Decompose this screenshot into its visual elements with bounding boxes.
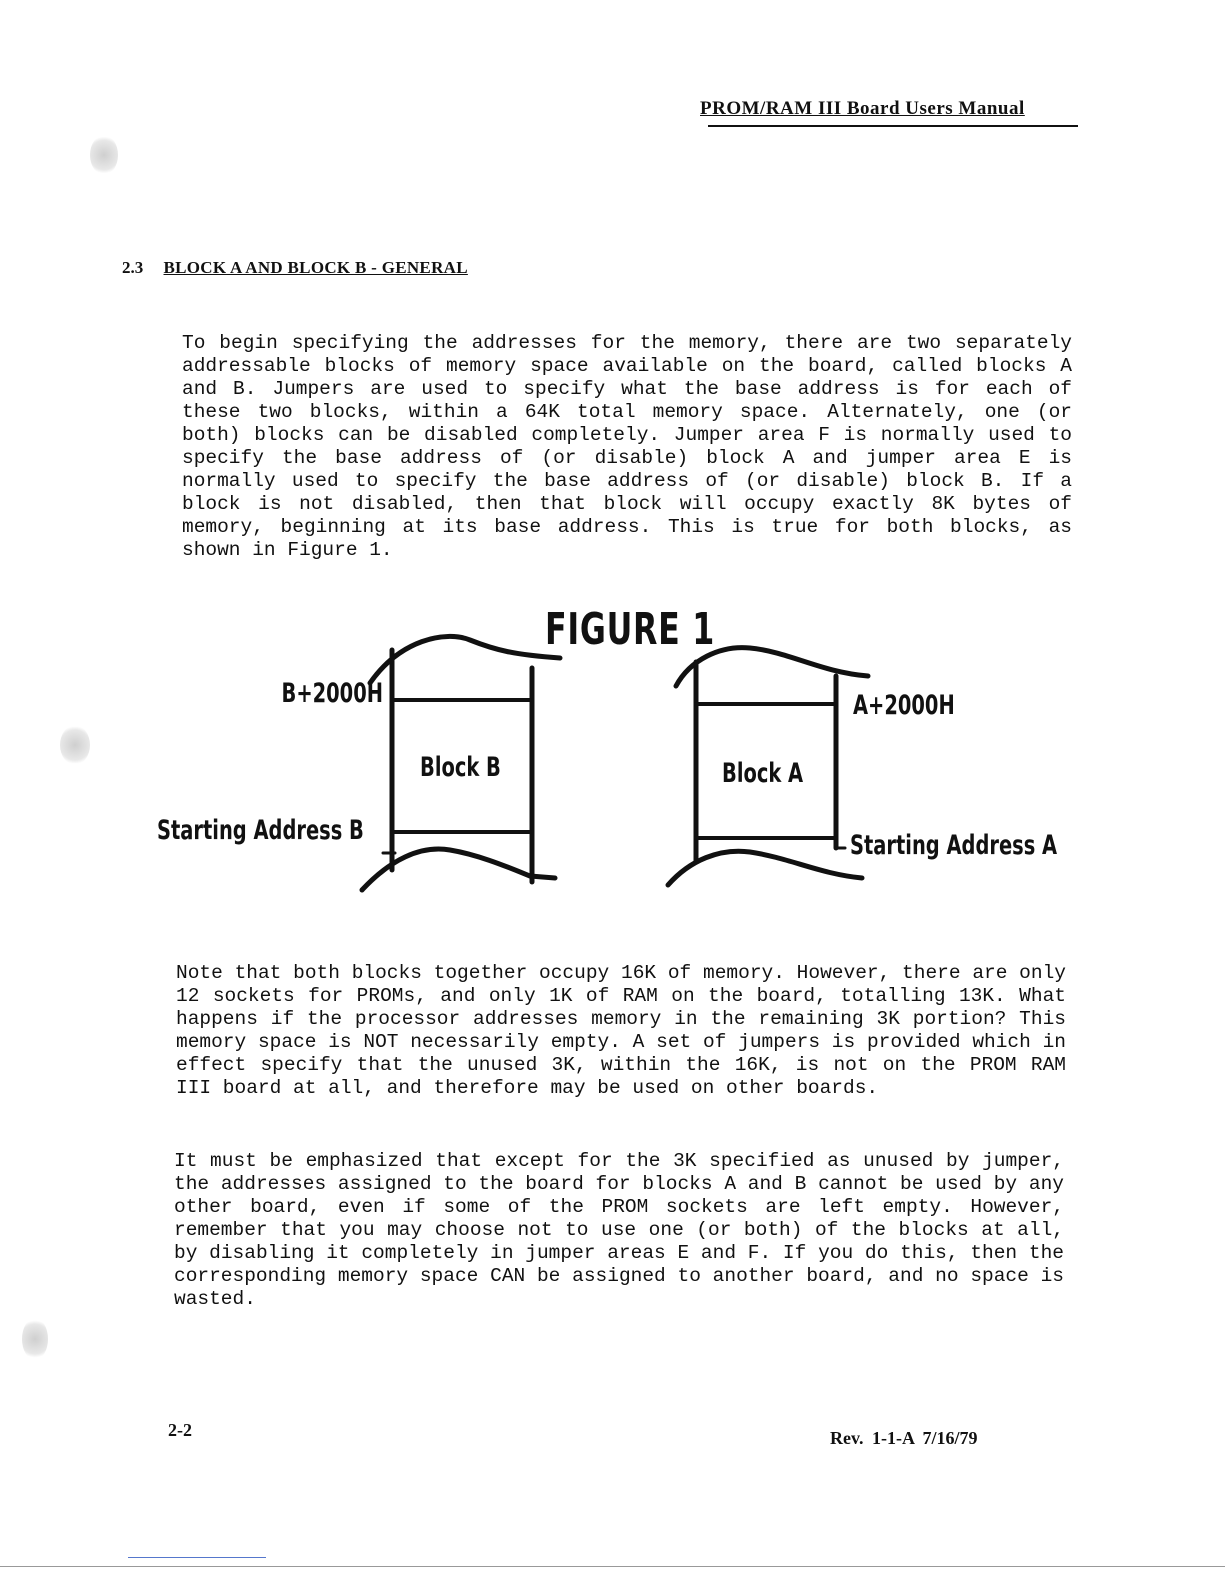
- block-a-label: Block A: [722, 758, 804, 789]
- paragraph-block-addressing: To begin specifying the addresses for the memory, there are two separately addressable blocks of memory space available on the board, called blocks A and B. Jumpers are used to specify what the base address is for each of these two blocks, within a 64K total memory space. Alternately, one (or both) blocks can be disabled completely. Jumper area F is normally used to specify the base address of (or disable) block A and jumper area E is normally used to specify the base address of (or disable) block B. If a block is not disabled, then that block will occupy exactly 8K bytes of memory, beginning at its base address. This is true for both blocks, as shown in Figure 1.: [182, 332, 1072, 561]
- paragraph-memory-usage: Note that both blocks together occupy 16K of memory. However, there are only 12 sockets for PROMs, and only 1K of RAM on the board, totalling 13K. What happens if the processor addresses memory in the remaining 3K portion? This memory space is NOT necessarily empty. A set of jumpers is provided which in effect specify that the unused 3K, within the 16K, is not on the PROM RAM III board at all, and therefore may be used on other boards.: [176, 962, 1066, 1099]
- punch-hole-shadow: [60, 725, 90, 765]
- punch-hole-shadow: [90, 135, 118, 175]
- block-b-label: Block B: [420, 752, 501, 783]
- block-b-start-address-label: Starting Address B: [157, 815, 364, 846]
- section-title: BLOCK A AND BLOCK B - GENERAL: [163, 258, 468, 277]
- paragraph-address-assignment: It must be emphasized that except for the 3K specified as unused by jumper, the addresses assigned to the board for blocks A and B cannot be used by any other board, even if some of the PROM sockets are left empty. However, remember that you may choose not to use one (or both) of the blocks at all, by disabling it completely in jumper areas E and F. If you do this, then the corresponding memory space CAN be assigned to another board, and no space is wasted.: [174, 1150, 1064, 1310]
- block-a-end-address-label: A+2000H: [853, 690, 955, 721]
- figure-title: FIGURE 1: [545, 604, 716, 655]
- section-number: 2.3: [122, 258, 144, 277]
- block-b-end-address-label: B+2000H: [281, 678, 383, 709]
- block-a-start-address-label: Starting Address A: [850, 830, 1058, 861]
- page-edge-mark: [128, 1557, 266, 1558]
- punch-hole-shadow: [22, 1318, 48, 1360]
- revision-date: Rev. 1-1-A 7/16/79: [830, 1428, 978, 1448]
- page-bottom-edge: [0, 1566, 1225, 1567]
- page-number: 2-2: [168, 1420, 192, 1440]
- manual-title: PROM/RAM III Board Users Manual: [700, 98, 1025, 119]
